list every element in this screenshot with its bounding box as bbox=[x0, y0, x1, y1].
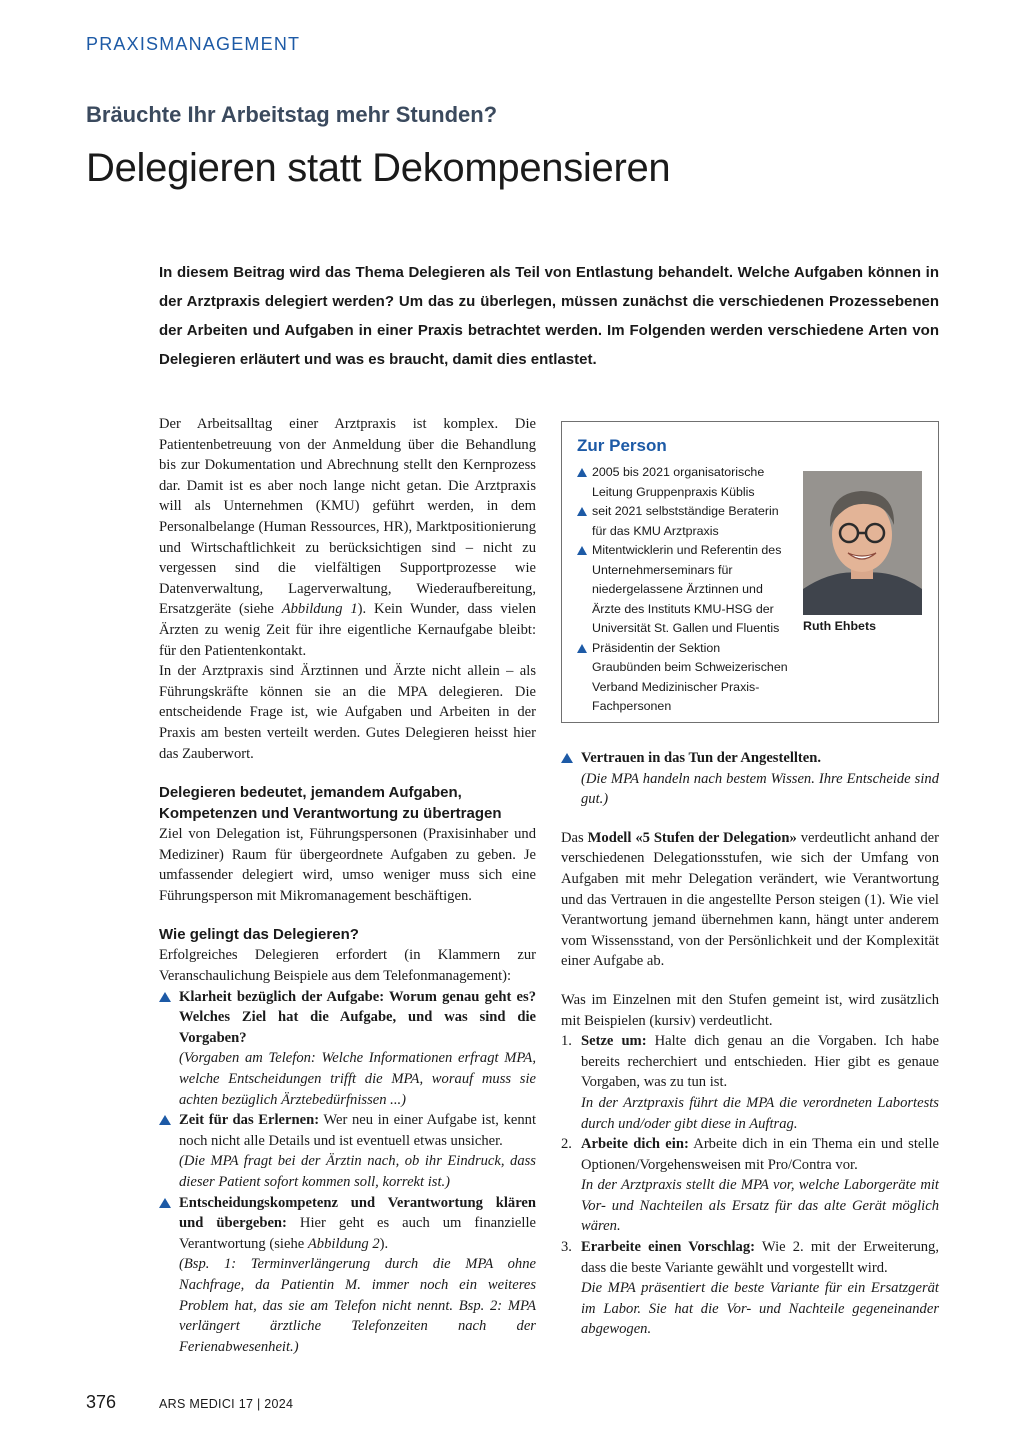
bio-item: Mitentwicklerin und Referentin des Unternehmerseminars für niedergelassene Ärztinnen und Ärzte des Instituts KMU-HSG der Universität St. Gallen und Fluentis bbox=[577, 541, 792, 639]
triangle-bullet-icon bbox=[159, 1115, 171, 1125]
bio-item: Präsidentin der Sektion Graubünden beim Schweizerischen Verband Medizinischer Praxis-Fachpersonen bbox=[577, 639, 792, 717]
author-name: Ruth Ehbets bbox=[803, 619, 876, 633]
step-item: 2. Arbeite dich ein: Arbeite dich in ein Thema ein und stelle Optionen/Vorgehensweisen mit Pro/Contra vor. In der Arztpraxis stellt die MPA vor, welche Laborgeräte mit Vor- und Nachteilen als Ersatz für das alte Gerät möglich wären. bbox=[561, 1136, 939, 1235]
body-paragraph: In der Arztpraxis sind Ärztinnen und Ärzte nicht allein – als Führungskräfte können sie an die MPA delegieren. Die entscheidende Frage ist, wie Aufgaben und Arbeiten in der Praxis am besten verteilt werden. Gutes Delegieren heisst hier das Zauberwort. bbox=[159, 663, 536, 762]
triangle-bullet-icon bbox=[577, 546, 587, 555]
list-item: Entscheidungskompetenz und Verantwortung klären und übergeben: Hier geht es auch um finanzielle Verantwortung (siehe Abbildung 2). (Bsp. 1: Terminverlängerung durch die MPA ohne Nachfrage, da Patientin M. immer noch ein weiteres Problem hat, das sie am Telefon nicht nennt. Bsp. 2: MPA verlängert ärztliche Telefonzeiten nach der Ferienabwesenheit.) bbox=[159, 1193, 536, 1358]
section-label: PRAXISMANAGEMENT bbox=[86, 34, 301, 54]
article-headline: Delegieren statt Dekompensieren bbox=[86, 146, 671, 190]
triangle-bullet-icon bbox=[577, 468, 587, 477]
list-item: Vertrauen in das Tun der Angestellten. (Die MPA handeln nach bestem Wissen. Ihre Entscheide sind gut.) bbox=[561, 748, 939, 810]
delegation-steps-list bbox=[561, 1031, 939, 1340]
step-item: 3. Erarbeite einen Vorschlag: Wie 2. mit der Erweiterung, dass die beste Variante gewählt und vorgestellt wird. Die MPA präsentiert die beste Variante für ein Ersatzgerät im Labor. Sie hat die Vor- und Nachteile gegeneinander abgewogen. bbox=[561, 1239, 939, 1338]
subheading: Delegieren bedeutet, jemandem Aufgaben, Kompetenzen und Verantwortung zu übertragen bbox=[159, 784, 502, 823]
right-column bbox=[561, 748, 939, 1340]
requirements-list-continued bbox=[561, 748, 939, 810]
triangle-bullet-icon bbox=[159, 992, 171, 1002]
author-info-box bbox=[561, 421, 939, 723]
body-paragraph: Erfolgreiches Delegieren erfordert (in Klammern zur Veranschaulichung Beispiele aus dem Telefonmanagement): bbox=[159, 947, 536, 985]
body-paragraph: Der Arbeitsalltag einer Arztpraxis ist komplex. Die Patientenbetreuung von der Anmeldung über die Behandlung bis zur Dokumentation und Abrechnung stellt den Kernprozess dar. Damit ist es aber noch lange nicht getan. Die Arztpraxis will als Unternehmen (KMU) geführt werden, in dem Personalbelange (Human Ressources, HR), Marktpositionierung und Wirtschaftlichkeit zu berücksichtigen sind – nicht zu vergessen sind die vielfältigen Supportprozesse wie Datenverwaltung, Lagerverwaltung, Wiederaufbereitung, Ersatzgeräte (siehe Abbildung 1). Kein Wunder, dass vielen Ärzten zu wenig Zeit für ihre eigentliche Kernaufgabe bleibt: für den Patientenkontakt. bbox=[159, 416, 536, 659]
bio-item: seit 2021 selbstständige Beraterin für das KMU Arztpraxis bbox=[577, 502, 792, 541]
figure-reference: Abbildung 1 bbox=[281, 601, 358, 618]
triangle-bullet-icon bbox=[577, 644, 587, 653]
triangle-bullet-icon bbox=[561, 753, 573, 763]
list-item: Zeit für das Erlernen: Wer neu in einer Aufgabe ist, kennt noch nicht alle Details und ist eventuell etwas unsicher. (Die MPA fragt bei der Ärztin nach, ob ihr Eindruck, dass dieser Patient sofort kommen soll, korrekt ist.) bbox=[159, 1110, 536, 1192]
triangle-bullet-icon bbox=[159, 1198, 171, 1208]
body-paragraph: Ziel von Delegation ist, Führungspersonen (Praxisinhaber und Mediziner) Raum für übergeordnete Aufgaben zu geben. Je umfassender delegiert wird, umso weniger muss sich eine Führungsperson mit Mikromanagement beschäftigen. bbox=[159, 826, 536, 904]
lead-paragraph: In diesem Beitrag wird das Thema Delegieren als Teil von Entlastung behandelt. Welche Aufgaben können in der Arztpraxis delegiert werden? Um das zu überlegen, müssen zunächst die verschiedenen Prozessebenen der Arbeiten und Aufgaben in einer Praxis betrachtet werden. Im Folgenden werden verschiedene Arten von Delegieren erläutert und was es braucht, damit dies entlastet. bbox=[159, 264, 939, 368]
triangle-bullet-icon bbox=[577, 507, 587, 516]
left-column bbox=[159, 414, 536, 1357]
subheading: Wie gelingt das Delegieren? bbox=[159, 926, 359, 944]
body-paragraph: Das Modell «5 Stufen der Delegation» verdeutlicht anhand der verschiedenen Delegationsstufen, wie sich der Umfang von Aufgaben mit mehr Delegation verändert, wie Verantwortung und das Vertrauen in die angestellte Person steigen (1). Wie viel Verantwortung jemand übernehmen kann, hängt unter anderem vom Wissensstand, von der Persönlichkeit und der Komplexität einer Aufgabe ab. bbox=[561, 829, 939, 970]
page-number: 376 bbox=[86, 1392, 117, 1412]
body-paragraph: Was im Einzelnen mit den Stufen gemeint ist, wird zusätzlich mit Beispielen (kursiv) verdeutlicht. bbox=[561, 991, 939, 1029]
author-portrait bbox=[803, 471, 922, 615]
article-kicker: Bräuchte Ihr Arbeitstag mehr Stunden? bbox=[86, 102, 498, 127]
list-item: Klarheit bezüglich der Aufgabe: Worum genau geht es? Welches Ziel hat die Aufgabe, und was sind die Vorgaben? (Vorgaben am Telefon: Welche Informationen erfragt MPA, welche Entscheidungen trifft die MPA, worauf muss sie achten bezüglich Ärztebedürfnissen ...) bbox=[159, 987, 536, 1111]
journal-issue: ARS MEDICI 17 | 2024 bbox=[159, 1397, 294, 1411]
author-bio-list bbox=[577, 463, 792, 717]
step-item: 1. Setze um: Halte dich genau an die Vorgaben. Ich habe bereits recherchiert und entschieden. Hier gibt es genaue Vorgaben, was zu tun ist. In der Arztpraxis führt die MPA die verordneten Labortests durch und/oder gibt diese in Auftrag. bbox=[561, 1033, 939, 1132]
author-box-title: Zur Person bbox=[577, 436, 667, 455]
requirements-list bbox=[159, 987, 536, 1358]
bio-item: 2005 bis 2021 organisatorische Leitung Gruppenpraxis Küblis bbox=[577, 463, 792, 502]
